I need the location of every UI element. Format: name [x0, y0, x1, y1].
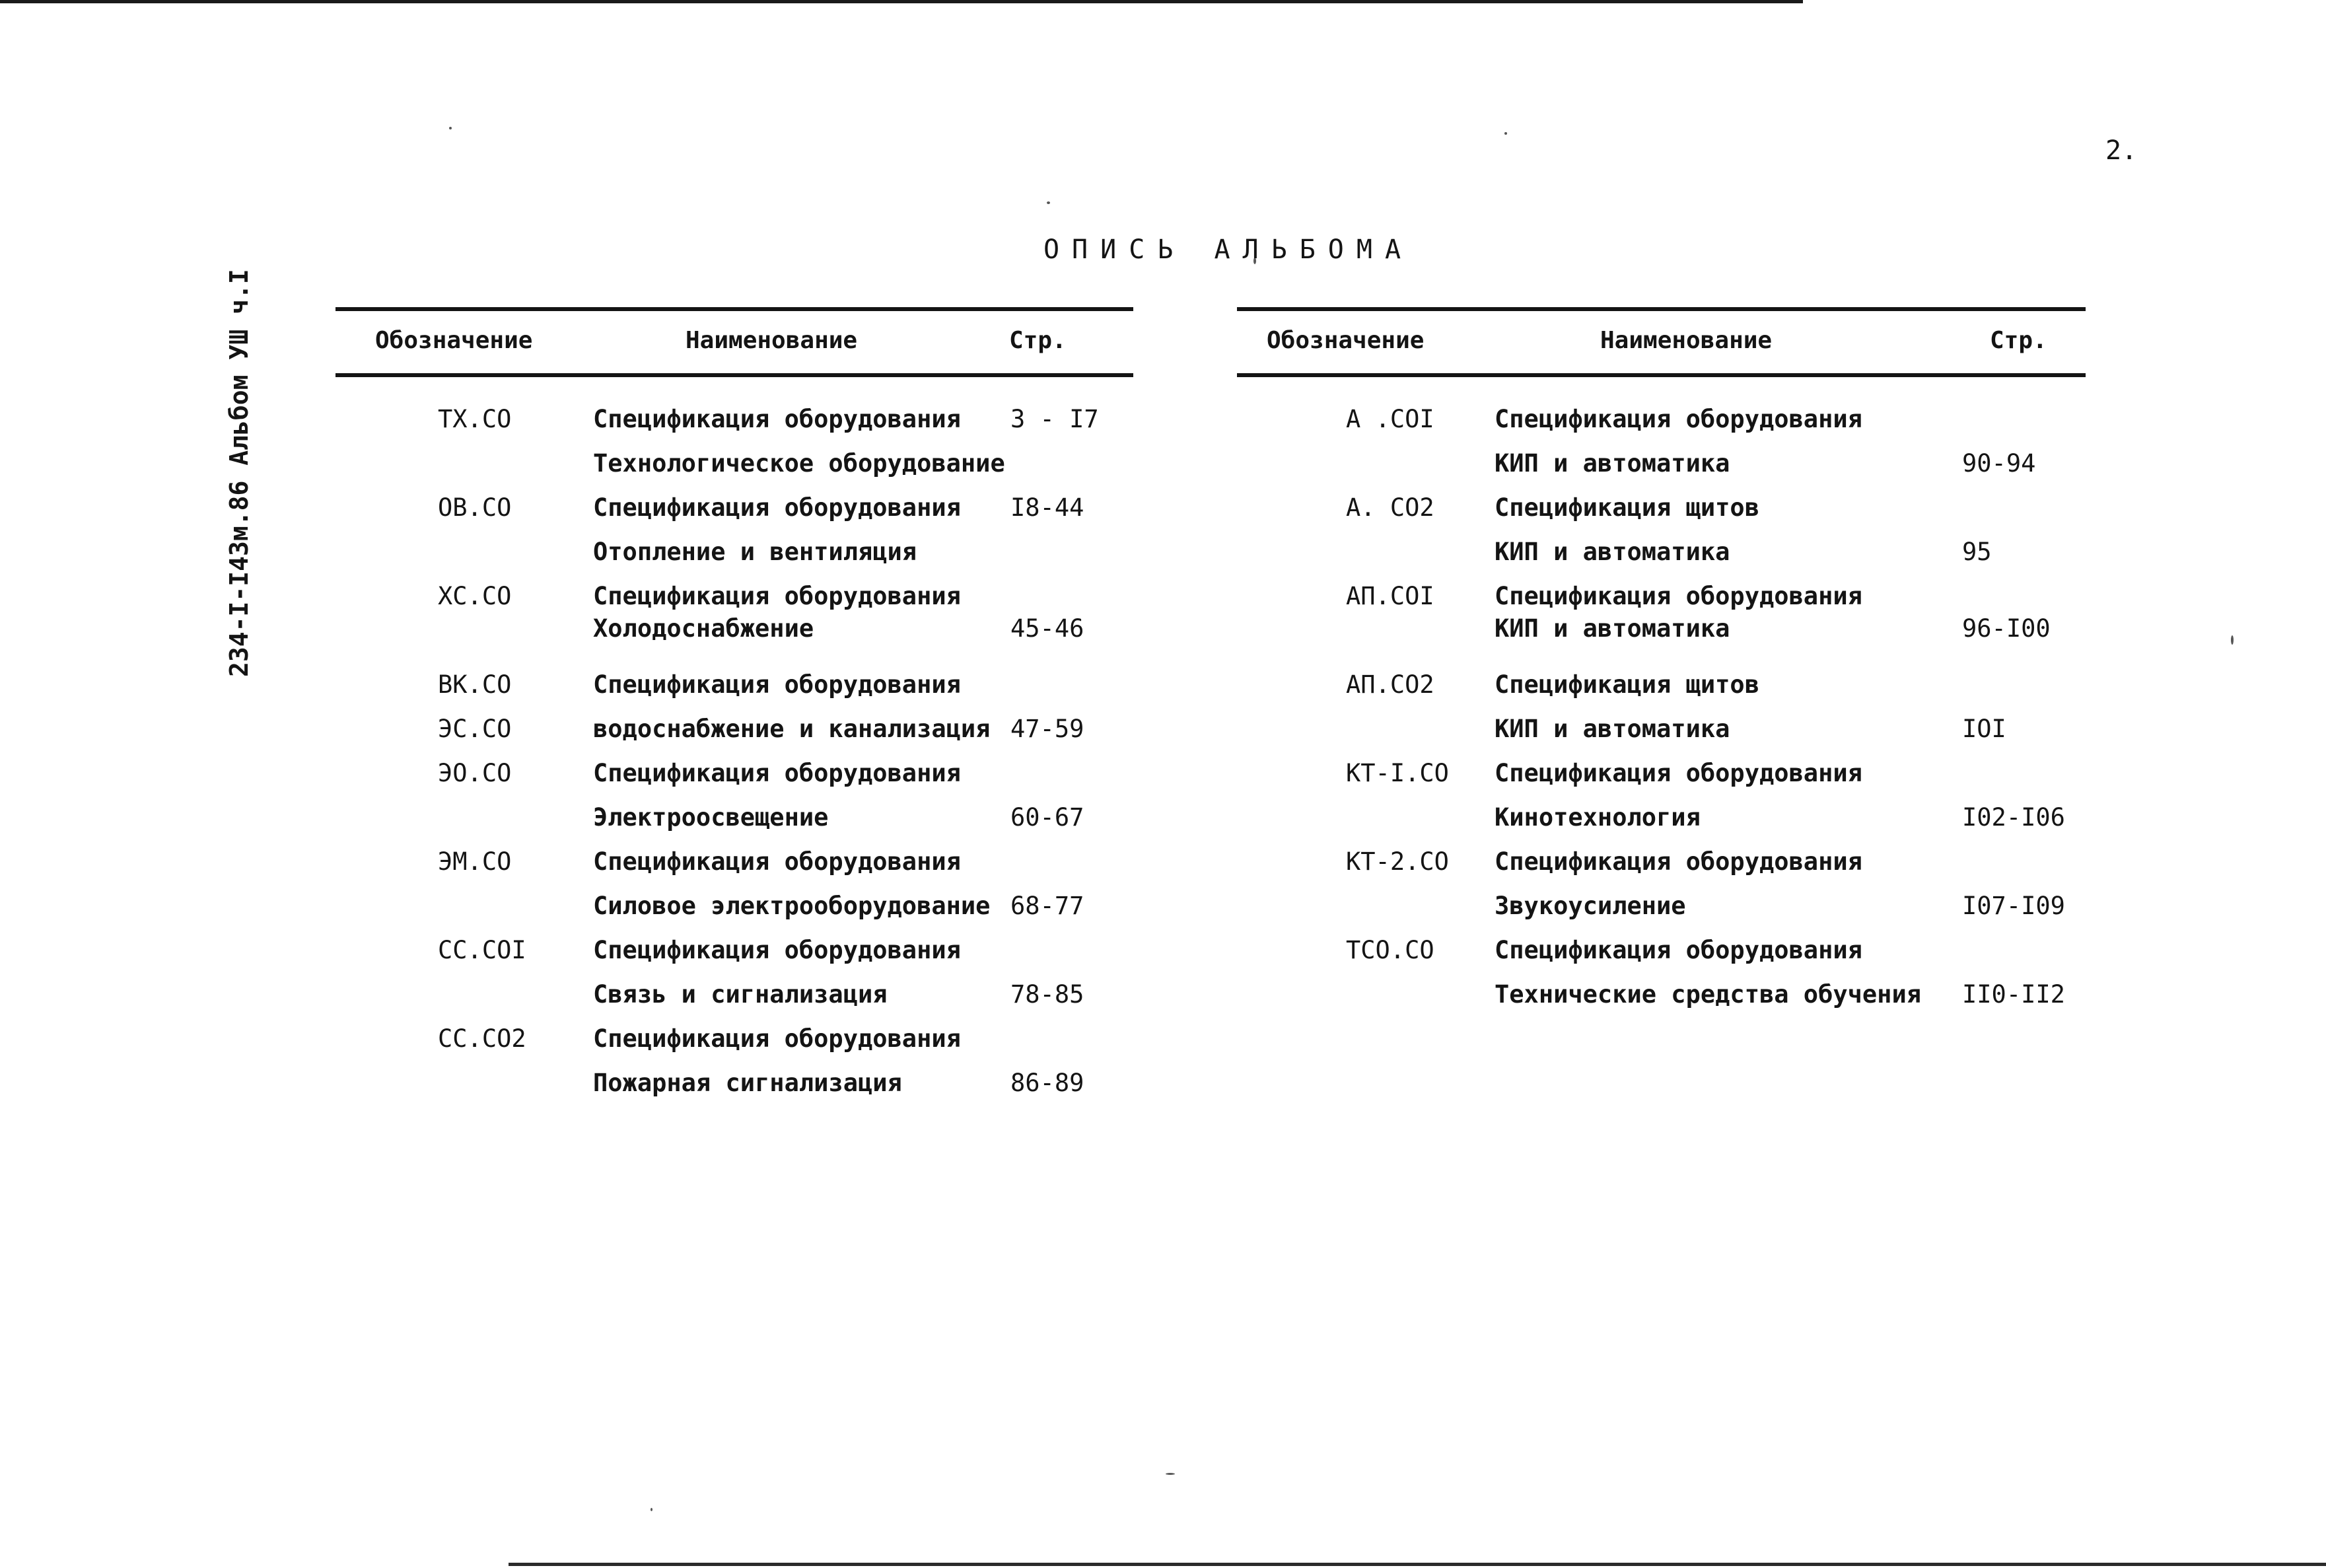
row-designation: XC.CO — [438, 582, 512, 610]
table-header-bottom-rule — [1237, 373, 2086, 377]
table-row — [1237, 538, 2086, 581]
row-designation: OB.CO — [438, 493, 512, 522]
row-page: I8-44 — [1010, 493, 1084, 522]
row-name: Технологическое оборудование — [593, 449, 1005, 478]
table-row — [1237, 980, 2086, 1024]
row-page: 45-46 — [1010, 614, 1084, 643]
row-designation: TX.CO — [438, 405, 512, 433]
scan-speck — [1166, 1473, 1175, 1475]
table-row — [335, 1024, 1133, 1068]
row-page: I07-I09 — [1962, 892, 2065, 920]
table-row — [1237, 715, 2086, 758]
row-name: Спецификация оборудования — [593, 936, 961, 964]
row-page: II0-II2 — [1962, 980, 2065, 1009]
header-page: Стр. — [1009, 327, 1067, 354]
row-designation: АП.COI — [1346, 582, 1434, 610]
row-name: Спецификация оборудования — [593, 759, 961, 787]
row-name: Спецификация оборудования — [593, 1024, 961, 1053]
top-border-line — [0, 0, 1803, 3]
row-name: Спецификация оборудования — [593, 582, 961, 610]
table-row — [335, 1069, 1133, 1112]
page-title: ОПИСЬ АЛЬБОМА — [1043, 234, 1414, 265]
row-name: КИП и автоматика — [1495, 715, 1730, 743]
scan-speck — [1047, 201, 1050, 204]
scan-speck — [651, 1508, 652, 1511]
row-page: I02-I06 — [1962, 803, 2065, 832]
row-name: Силовое электрооборудование — [593, 892, 991, 920]
table-row — [335, 405, 1133, 448]
table-row — [335, 670, 1133, 714]
row-name: Спецификация оборудования — [593, 847, 961, 876]
row-name: Спецификация оборудования — [593, 405, 961, 433]
row-name: Спецификация оборудования — [593, 670, 961, 699]
table-row — [1237, 405, 2086, 448]
table-row — [335, 614, 1133, 658]
row-name: Звукоусиление — [1495, 892, 1686, 920]
row-page: 68-77 — [1010, 892, 1084, 920]
row-name: Спецификация оборудования — [1495, 405, 1862, 433]
row-name: Холодоснабжение — [593, 614, 814, 643]
row-designation: BK.CO — [438, 670, 512, 699]
row-designation: АП.CO2 — [1346, 670, 1434, 699]
row-name: Электроосвещение — [593, 803, 829, 832]
row-name: Спецификация оборудования — [1495, 759, 1862, 787]
table-row — [335, 892, 1133, 935]
row-page: 96-I00 — [1962, 614, 2051, 643]
header-designation: Обозначение — [1267, 327, 1425, 354]
table-row — [335, 449, 1133, 493]
row-name: Кинотехнология — [1495, 803, 1701, 832]
row-designation: A .COI — [1346, 405, 1434, 433]
row-designation: CC.COI — [438, 936, 526, 964]
table-row — [335, 759, 1133, 802]
table-row — [1237, 759, 2086, 802]
row-name: КИП и автоматика — [1495, 538, 1730, 566]
row-page: 3 - I7 — [1010, 405, 1099, 433]
row-page: 78-85 — [1010, 980, 1084, 1009]
row-page: IOI — [1962, 715, 2006, 743]
table-row — [335, 803, 1133, 847]
table-row — [1237, 803, 2086, 847]
row-designation: KT-I.CO — [1346, 759, 1449, 787]
row-page: 47-59 — [1010, 715, 1084, 743]
row-designation: ЭМ.CO — [438, 847, 512, 876]
row-designation: ЭО.CO — [438, 759, 512, 787]
row-name: Спецификация оборудования — [1495, 847, 1862, 876]
table-row — [1237, 847, 2086, 891]
table-header-top-rule — [335, 307, 1133, 311]
row-name: Спецификация оборудования — [1495, 582, 1862, 610]
row-designation: CC.CO2 — [438, 1024, 526, 1053]
table-row — [335, 980, 1133, 1024]
row-name: КИП и автоматика — [1495, 449, 1730, 478]
row-page: 90-94 — [1962, 449, 2036, 478]
row-name: КИП и автоматика — [1495, 614, 1730, 643]
row-designation: ЭС.СО — [438, 715, 512, 743]
table-row — [1237, 449, 2086, 493]
scan-speck — [449, 127, 452, 129]
row-name: Связь и сигнализация — [593, 980, 888, 1009]
page-number: 2. — [2105, 135, 2138, 166]
row-name: водоснабжение и канализация — [593, 715, 991, 743]
scan-speck — [2231, 635, 2234, 645]
row-page: 95 — [1962, 538, 1992, 566]
row-name: Спецификация щитов — [1495, 670, 1759, 699]
table-row — [1237, 493, 2086, 537]
row-designation: KT-2.CO — [1346, 847, 1449, 876]
row-name: Спецификация оборудования — [593, 493, 961, 522]
table-row — [335, 936, 1133, 980]
row-name: Спецификация щитов — [1495, 493, 1759, 522]
album-side-code: 234-I-I43м.86 Альбом УШ ч.I — [225, 269, 254, 677]
table-row — [335, 538, 1133, 581]
table-row — [1237, 670, 2086, 714]
header-name: Наименование — [1600, 327, 1773, 354]
header-designation: Обозначение — [375, 327, 533, 354]
scan-speck — [1504, 132, 1507, 135]
table-header-bottom-rule — [335, 373, 1133, 377]
row-page: 86-89 — [1010, 1069, 1084, 1097]
table-row — [335, 715, 1133, 758]
table-row — [1237, 614, 2086, 658]
header-page: Стр. — [1990, 327, 2047, 354]
table-row — [1237, 936, 2086, 980]
row-designation: TCO.CO — [1346, 936, 1434, 964]
table-row — [335, 493, 1133, 537]
table-row — [335, 847, 1133, 891]
row-name: Пожарная сигнализация — [593, 1069, 902, 1097]
row-name: Отопление и вентиляция — [593, 538, 917, 566]
header-name: Наименование — [686, 327, 858, 354]
row-name: Технические средства обучения — [1495, 980, 1922, 1009]
table-header-top-rule — [1237, 307, 2086, 311]
row-page: 60-67 — [1010, 803, 1084, 832]
table-row — [1237, 892, 2086, 935]
row-designation: A. CO2 — [1346, 493, 1434, 522]
bottom-border-line — [509, 1563, 2326, 1566]
row-name: Спецификация оборудования — [1495, 936, 1862, 964]
